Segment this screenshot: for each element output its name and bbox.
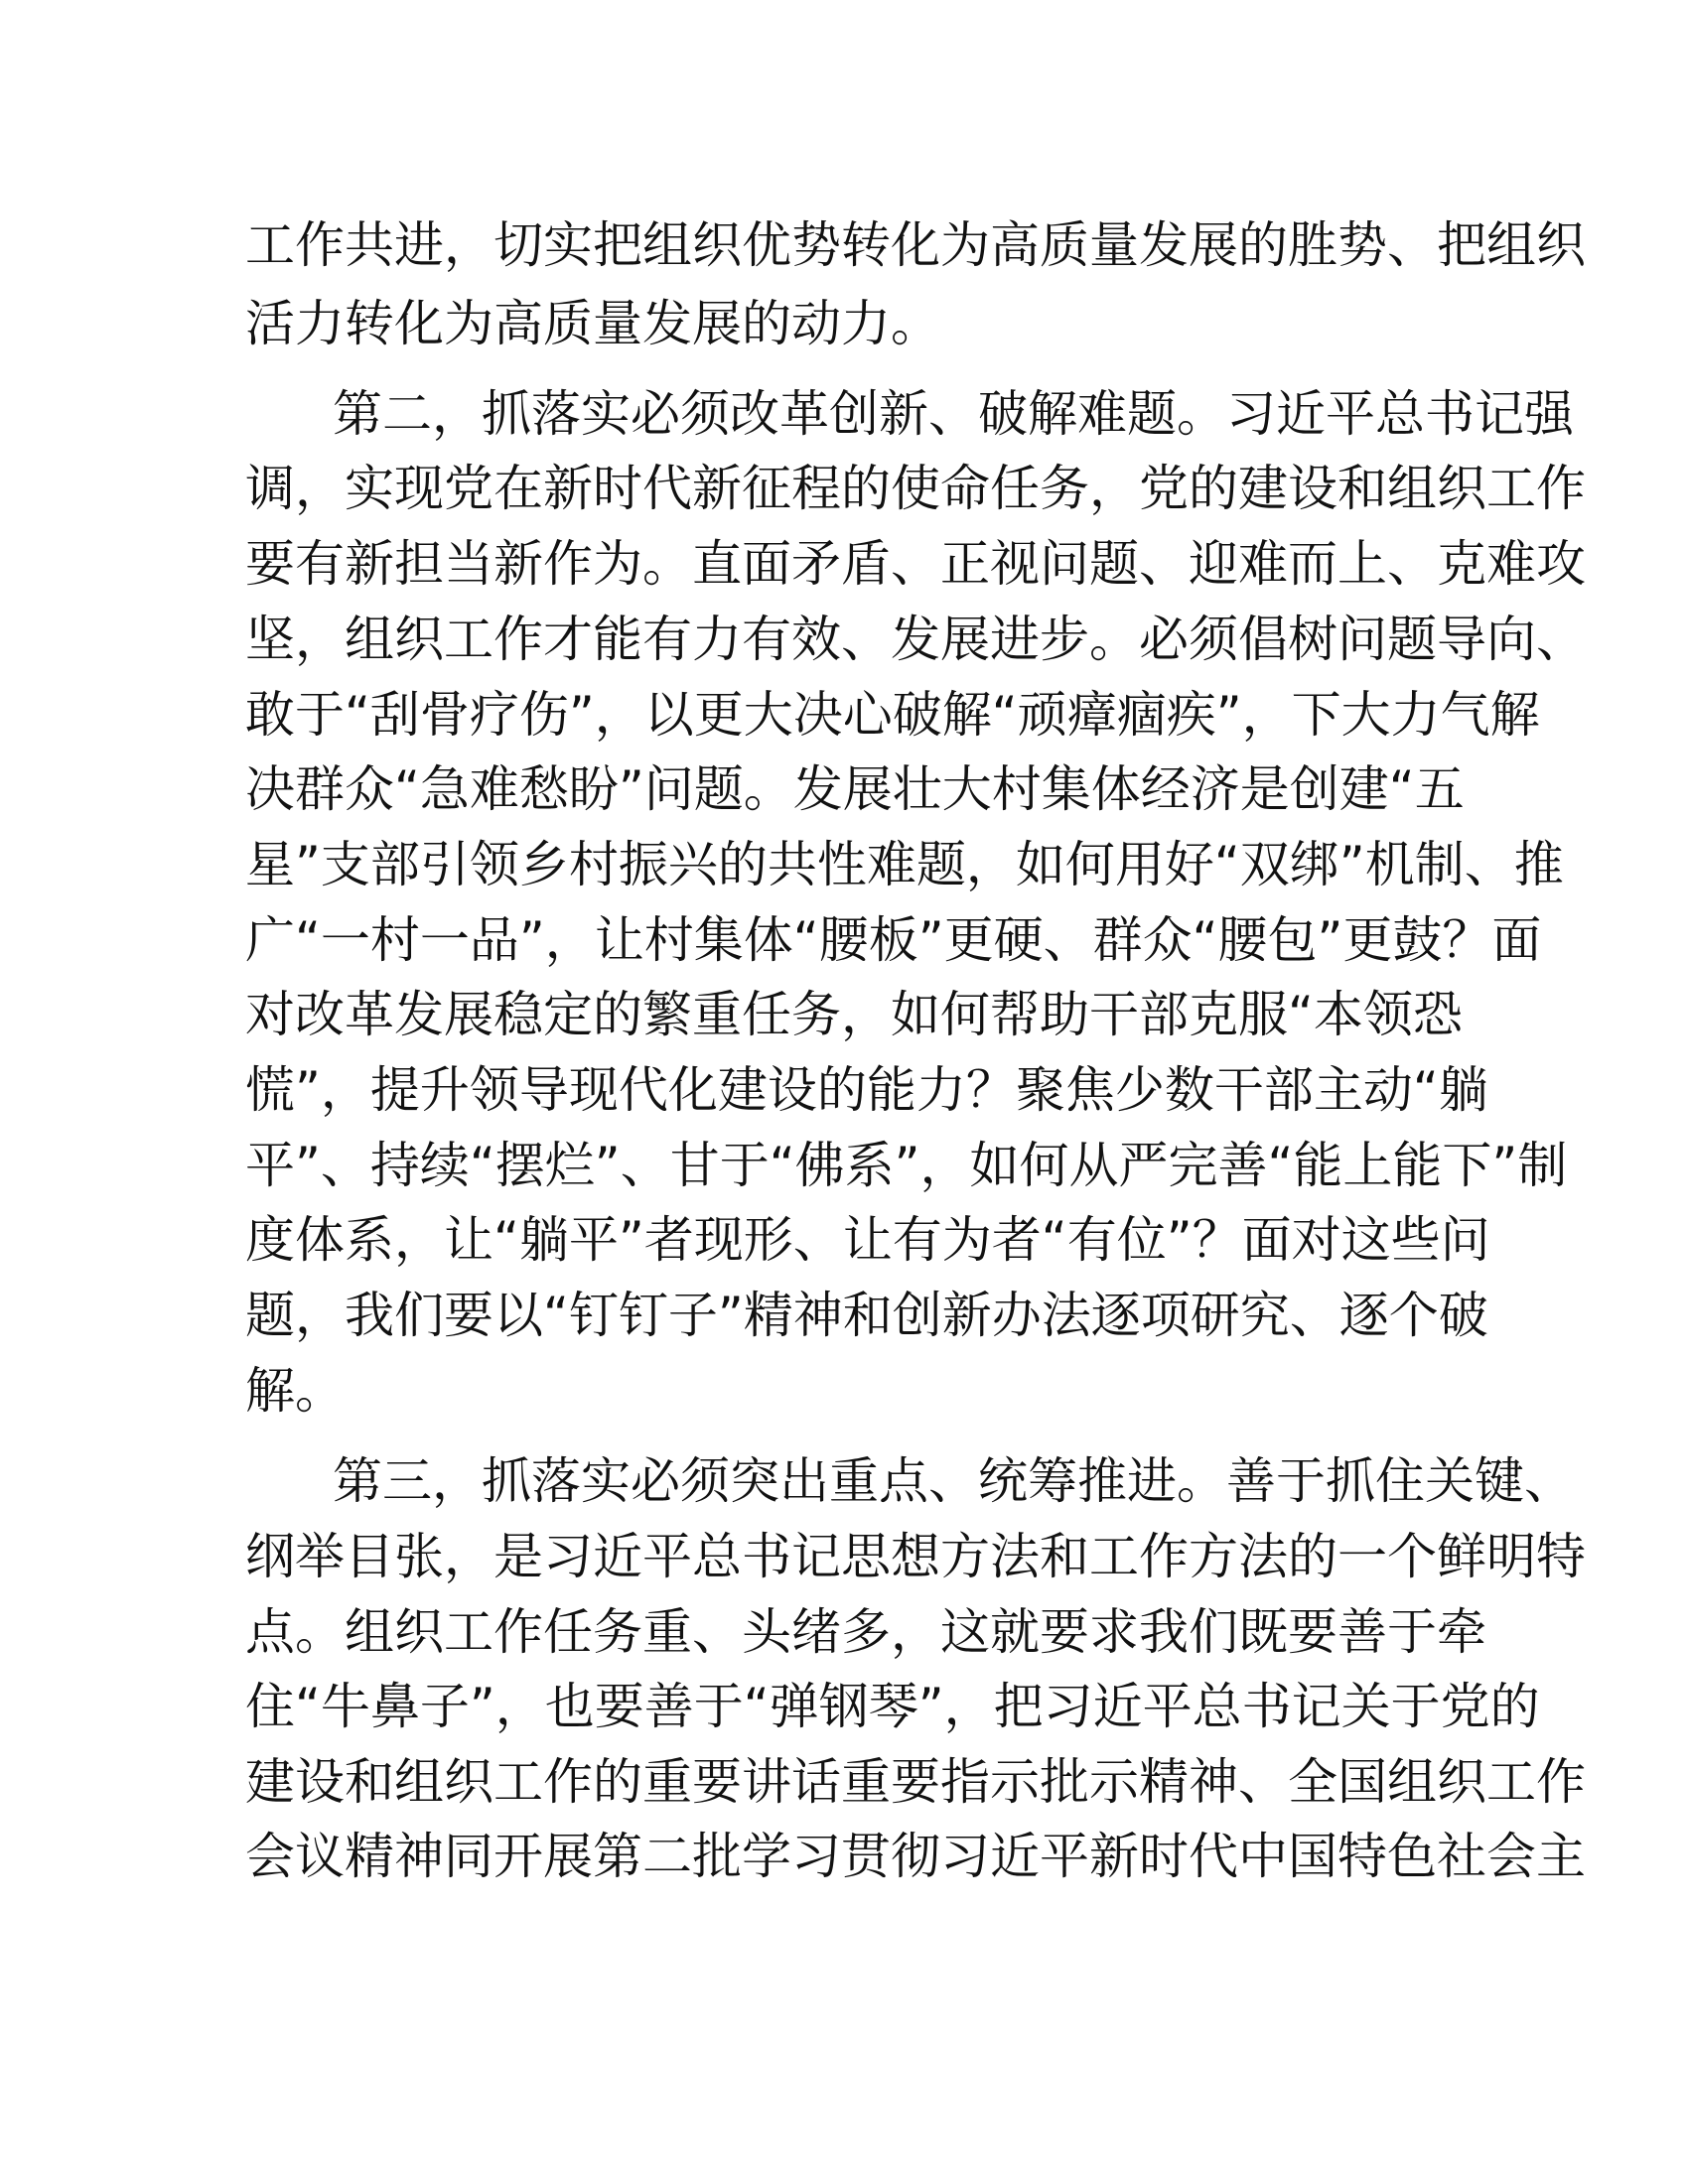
paragraph-line: 纲举目张，是习近平总书记思想方法和工作方法的一个鲜明特 bbox=[245, 1528, 1586, 1585]
paragraph-line: 活力转化为高质量发展的动力。 bbox=[245, 295, 940, 352]
paragraph-line: 第二，抓落实必须改革创新、破解难题。习近平总书记强 bbox=[333, 385, 1574, 443]
paragraph-line: 对改革发展稳定的繁重任务，如何帮助干部克服“本领恐 bbox=[245, 986, 1463, 1043]
paragraph-line: 慌”，提升领导现代化建设的能力？聚焦少数干部主动“躺 bbox=[245, 1061, 1488, 1119]
paragraph-line: 敢于“刮骨疗伤”，以更大决心破解“顽瘴痼疾”，下大力气解 bbox=[245, 686, 1540, 744]
paragraph-line: 坚，组织工作才能有力有效、发展进步。必须倡树问题导向、 bbox=[245, 611, 1586, 668]
paragraph-line: 广“一村一品”，让村集体“腰板”更硬、群众“腰包”更鼓？面 bbox=[245, 911, 1542, 969]
paragraph-line: 第三，抓落实必须突出重点、统筹推进。善于抓住关键、 bbox=[333, 1452, 1574, 1510]
paragraph-line: 调，实现党在新时代新征程的使命任务，党的建设和组织工作 bbox=[245, 460, 1586, 517]
paragraph-line: 解。 bbox=[245, 1362, 345, 1420]
paragraph-line: 平”、持续“摆烂”、甘于“佛系”，如何从严完善“能上能下”制 bbox=[245, 1137, 1568, 1194]
paragraph-line: 要有新担当新作为。直面矛盾、正视问题、迎难而上、克难攻 bbox=[245, 535, 1586, 593]
paragraph-line: 点。组织工作任务重、头绪多，这就要求我们既要善于牵 bbox=[245, 1603, 1486, 1661]
paragraph-line: 会议精神同开展第二批学习贯彻习近平新时代中国特色社会主 bbox=[245, 1828, 1586, 1885]
paragraph-line: 题，我们要以“钉钉子”精神和创新办法逐项研究、逐个破 bbox=[245, 1287, 1488, 1344]
paragraph-line: 度体系，让“躺平”者现形、让有为者“有位”？面对这些问 bbox=[245, 1211, 1490, 1269]
paragraph-line: 决群众“急难愁盼”问题。发展壮大村集体经济是创建“五 bbox=[245, 760, 1465, 818]
paragraph-line: 星”支部引领乡村振兴的共性难题，如何用好“双绑”机制、推 bbox=[245, 836, 1564, 893]
paragraph-line: 住“牛鼻子”，也要善于“弹钢琴”，把习近平总书记关于党的 bbox=[245, 1678, 1540, 1735]
paragraph-line: 工作共进，切实把组织优势转化为高质量发展的胜势、把组织 bbox=[245, 216, 1586, 274]
paragraph-line: 建设和组织工作的重要讲话重要指示批示精神、全国组织工作 bbox=[245, 1753, 1586, 1811]
